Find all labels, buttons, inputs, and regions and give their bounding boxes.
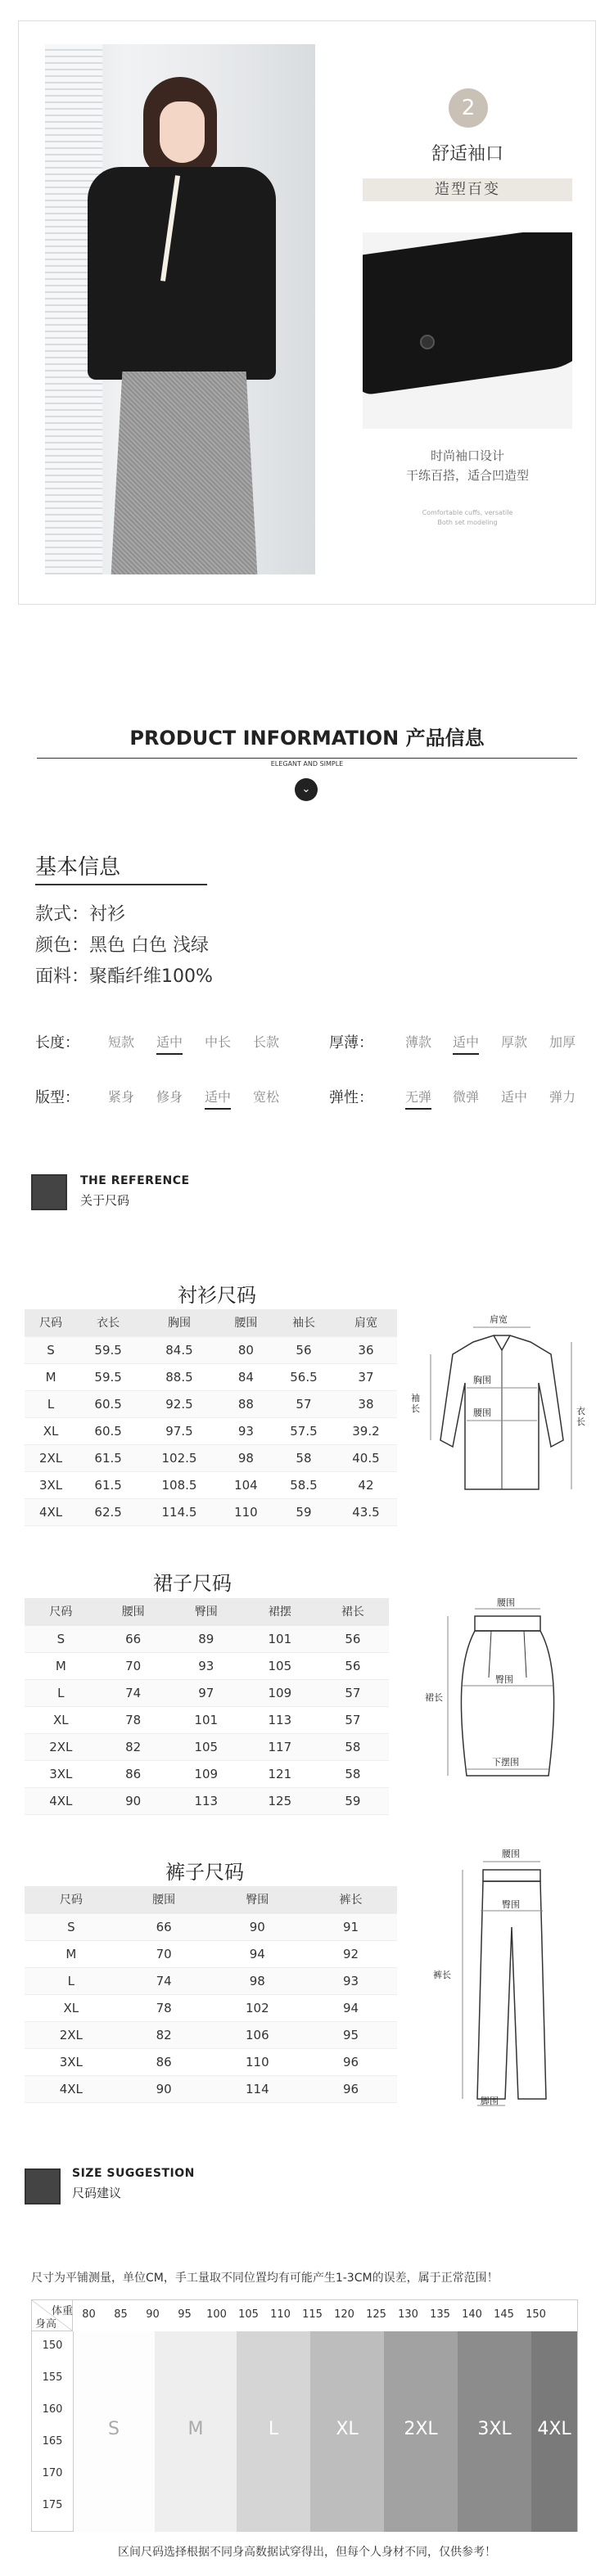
header-cell: 胸围 xyxy=(139,1309,219,1336)
table-cell: 97 xyxy=(169,1679,243,1706)
size-suggestion-grid xyxy=(31,2299,578,2532)
table-cell: 2XL xyxy=(25,2021,118,2048)
fit-option: 修身 xyxy=(156,1089,183,1105)
table-cell: 61.5 xyxy=(77,1444,139,1471)
table-row xyxy=(25,1417,397,1444)
weight-cell: 80 xyxy=(82,2308,96,2321)
elastic-option: 弹力 xyxy=(549,1089,576,1105)
thickness-option: 薄款 xyxy=(405,1034,432,1050)
hem-label: 脚围 xyxy=(481,2096,499,2106)
table-row xyxy=(25,1390,397,1417)
height-cell: 175 xyxy=(42,2499,63,2511)
waist-label: 腰围 xyxy=(473,1407,491,1418)
table-cell: 113 xyxy=(169,1787,243,1814)
feature-small-2: Both set modeling xyxy=(437,519,498,526)
table-row xyxy=(25,1967,397,1994)
header-cell: 尺码 xyxy=(25,1886,118,1913)
table-cell: S xyxy=(25,1913,118,1940)
table-cell: 43.5 xyxy=(335,1498,397,1525)
table-cell: 3XL xyxy=(25,1760,97,1787)
table-cell: 56.5 xyxy=(273,1363,335,1390)
elastic-option-selected: 无弹 xyxy=(405,1087,431,1110)
suggestion-footer: 区间尺码选择根据不同身高数据试穿得出，但每个人身材不同，仅供参考！ xyxy=(118,2546,496,2559)
suggestion-cn: 尺码建议 xyxy=(72,2186,122,2200)
table-cell: 91 xyxy=(305,1913,397,1940)
table-cell: M xyxy=(25,1363,77,1390)
table-cell: 56 xyxy=(273,1336,335,1363)
table-cell: 80 xyxy=(219,1336,273,1363)
table-cell: XL xyxy=(25,1706,97,1733)
weight-cell: 90 xyxy=(146,2308,160,2321)
table-cell: 4XL xyxy=(25,2075,118,2102)
header-cell: 尺码 xyxy=(25,1309,77,1336)
table-cell: 78 xyxy=(118,1994,210,2021)
table-cell: 42 xyxy=(335,1471,397,1498)
table-row xyxy=(25,1625,389,1652)
chevron-down-icon: ⌄ xyxy=(295,778,318,801)
table-cell: 62.5 xyxy=(77,1498,139,1525)
table-cell: 98 xyxy=(219,1444,273,1471)
weight-header: 体重 xyxy=(52,2305,74,2317)
table-cell: 2XL xyxy=(25,1733,97,1760)
table-row xyxy=(25,1498,397,1525)
table-cell: 84.5 xyxy=(139,1336,219,1363)
weight-cell: 145 xyxy=(494,2308,514,2321)
weight-cell: 85 xyxy=(114,2308,128,2321)
table-cell: 57 xyxy=(317,1679,389,1706)
table-cell: L xyxy=(25,1390,77,1417)
header-cell: 肩宽 xyxy=(335,1309,397,1336)
table-cell: 92 xyxy=(305,1940,397,1967)
table-cell: 74 xyxy=(118,1967,210,1994)
table-cell: 92.5 xyxy=(139,1390,219,1417)
table-row xyxy=(25,1363,397,1390)
divider xyxy=(35,884,207,885)
table-cell: 125 xyxy=(243,1787,317,1814)
table-row xyxy=(25,1733,389,1760)
elastic-option: 微弹 xyxy=(453,1089,480,1105)
waist-label: 腰围 xyxy=(502,1849,520,1859)
weight-cell: 140 xyxy=(462,2308,482,2321)
table-cell: 109 xyxy=(243,1679,317,1706)
weight-cell: 150 xyxy=(526,2308,546,2321)
table-header xyxy=(25,1598,389,1625)
height-header: 身高 xyxy=(35,2318,57,2331)
feature-desc-1: 时尚袖口设计 xyxy=(430,448,504,463)
size-label: L xyxy=(268,2419,279,2439)
table-row xyxy=(25,1444,397,1471)
table-cell: 66 xyxy=(118,1913,210,1940)
table-cell: 101 xyxy=(243,1625,317,1652)
cuff-detail-photo xyxy=(363,232,572,429)
fabric-row: 面料：聚酯纤维100% xyxy=(35,966,213,987)
shirt-size-table xyxy=(25,1309,397,1526)
size-label: 2XL xyxy=(404,2419,438,2439)
table-row xyxy=(25,2048,397,2075)
thickness-option: 厚款 xyxy=(501,1034,528,1050)
hem-label: 下摆围 xyxy=(492,1757,519,1768)
table-header xyxy=(25,1309,397,1336)
table-cell: M xyxy=(25,1652,97,1679)
table-cell: 95 xyxy=(305,2021,397,2048)
table-row xyxy=(25,2075,397,2102)
skirt-size-table xyxy=(25,1598,389,1815)
suggestion-en: SIZE SUGGESTION xyxy=(72,2167,195,2180)
pants-size-table xyxy=(25,1886,397,2103)
header-cell: 臀围 xyxy=(169,1598,243,1625)
pants-outline-icon xyxy=(430,1853,581,2111)
header-cell: 臀围 xyxy=(210,1886,305,1913)
skirt-size-title: 裙子尺码 xyxy=(153,1572,232,1595)
elastic-label: 弹性： xyxy=(329,1089,373,1106)
length-option: 短款 xyxy=(108,1034,135,1050)
weight-cell: 135 xyxy=(430,2308,450,2321)
table-cell: 110 xyxy=(210,2048,305,2075)
table-cell: 88.5 xyxy=(139,1363,219,1390)
table-cell: 90 xyxy=(118,2075,210,2102)
table-cell: L xyxy=(25,1967,118,1994)
table-cell: 3XL xyxy=(25,1471,77,1498)
length-option: 中长 xyxy=(205,1034,232,1050)
table-cell: 70 xyxy=(97,1652,169,1679)
length-label: 裤长 xyxy=(433,1970,451,1980)
table-cell: M xyxy=(25,1940,118,1967)
table-cell: 57 xyxy=(273,1390,335,1417)
table-cell: 56 xyxy=(317,1625,389,1652)
table-cell: 36 xyxy=(335,1336,397,1363)
table-cell: 96 xyxy=(305,2075,397,2102)
table-cell: 4XL xyxy=(25,1787,97,1814)
table-cell: 105 xyxy=(169,1733,243,1760)
fit-option: 紧身 xyxy=(108,1089,135,1105)
table-cell: 93 xyxy=(169,1652,243,1679)
table-cell: 38 xyxy=(335,1390,397,1417)
table-cell: 86 xyxy=(118,2048,210,2075)
table-cell: 96 xyxy=(305,2048,397,2075)
header-cell: 腰围 xyxy=(219,1309,273,1336)
table-cell: 114 xyxy=(210,2075,305,2102)
model-photo xyxy=(45,44,315,574)
feature-title: 舒适袖口 xyxy=(431,144,503,164)
height-cell: 155 xyxy=(42,2371,63,2384)
style-row: 款式：衬衫 xyxy=(35,904,126,925)
measurement-note: 尺寸为平铺测量，单位CM，手工量取不同位置均有可能产生1-3CM的误差，属于正常范围！ xyxy=(31,2272,499,2285)
height-cell: 150 xyxy=(42,2340,63,2352)
reference-en: THE REFERENCE xyxy=(80,1174,190,1187)
length-label: 长度： xyxy=(35,1034,79,1052)
table-cell: 108.5 xyxy=(139,1471,219,1498)
product-info-sub-text: ELEGANT AND SIMPLE xyxy=(260,760,355,768)
table-cell: 97.5 xyxy=(139,1417,219,1444)
table-row xyxy=(25,1913,397,1940)
table-cell: L xyxy=(25,1679,97,1706)
weight-cell: 115 xyxy=(302,2308,323,2321)
length-option-selected: 适中 xyxy=(156,1032,183,1055)
table-cell: S xyxy=(25,1336,77,1363)
shirt-outline-icon xyxy=(416,1317,588,1506)
table-row xyxy=(25,1471,397,1498)
table-row xyxy=(25,1760,389,1787)
table-row xyxy=(25,1679,389,1706)
color-row: 颜色：黑色 白色 浅绿 xyxy=(35,935,209,956)
table-cell: 59.5 xyxy=(77,1336,139,1363)
table-cell: XL xyxy=(25,1994,118,2021)
table-row xyxy=(25,1652,389,1679)
length-label: 裙长 xyxy=(425,1692,443,1703)
table-cell: 82 xyxy=(118,2021,210,2048)
shirt-diagram xyxy=(411,1314,588,1506)
product-info-sub xyxy=(0,754,614,769)
length-label: 衣长 xyxy=(576,1406,585,1427)
hero-card xyxy=(18,20,596,605)
waist-label: 腰围 xyxy=(497,1597,515,1608)
table-cell: 70 xyxy=(118,1940,210,1967)
height-cell: 165 xyxy=(42,2435,63,2448)
size-label: XL xyxy=(336,2419,359,2439)
table-cell: 40.5 xyxy=(335,1444,397,1471)
table-cell: 109 xyxy=(169,1760,243,1787)
table-cell: 82 xyxy=(97,1733,169,1760)
tape-measure-icon xyxy=(31,1174,67,1210)
header-cell: 尺码 xyxy=(25,1598,97,1625)
shoulder-label: 肩宽 xyxy=(490,1314,508,1325)
table-row xyxy=(25,2021,397,2048)
height-cell: 170 xyxy=(42,2467,63,2479)
thickness-option-selected: 适中 xyxy=(453,1032,479,1055)
header-cell: 袖长 xyxy=(273,1309,335,1336)
table-cell: 58.5 xyxy=(273,1471,335,1498)
weight-cell: 120 xyxy=(334,2308,354,2321)
table-cell: 74 xyxy=(97,1679,169,1706)
fit-label: 版型： xyxy=(35,1089,79,1106)
table-cell: 90 xyxy=(97,1787,169,1814)
table-cell: 58 xyxy=(273,1444,335,1471)
size-label: 3XL xyxy=(477,2419,512,2439)
table-cell: 102 xyxy=(210,1994,305,2021)
table-cell: 90 xyxy=(210,1913,305,1940)
basic-info-title: 基本信息 xyxy=(35,855,121,880)
header-cell: 衣长 xyxy=(77,1309,139,1336)
table-cell: 89 xyxy=(169,1625,243,1652)
table-cell: 59 xyxy=(273,1498,335,1525)
table-cell: 60.5 xyxy=(77,1390,139,1417)
fit-option: 宽松 xyxy=(253,1089,280,1105)
table-cell: 94 xyxy=(305,1994,397,2021)
table-cell: 93 xyxy=(305,1967,397,1994)
thickness-label: 厚薄： xyxy=(329,1034,373,1052)
table-cell: 3XL xyxy=(25,2048,118,2075)
pants-diagram xyxy=(430,1849,581,2111)
table-cell: 88 xyxy=(219,1390,273,1417)
table-cell: 59.5 xyxy=(77,1363,139,1390)
table-cell: 37 xyxy=(335,1363,397,1390)
header-cell: 裙长 xyxy=(317,1598,389,1625)
elastic-option: 适中 xyxy=(501,1089,528,1105)
table-cell: 58 xyxy=(317,1760,389,1787)
weight-cell: 105 xyxy=(238,2308,259,2321)
table-cell: 78 xyxy=(97,1706,169,1733)
table-cell: 61.5 xyxy=(77,1471,139,1498)
sleeve-label: 袖长 xyxy=(411,1393,420,1414)
table-cell: 84 xyxy=(219,1363,273,1390)
table-cell: 58 xyxy=(317,1733,389,1760)
table-row xyxy=(25,1994,397,2021)
table-cell: 94 xyxy=(210,1940,305,1967)
table-cell: 59 xyxy=(317,1787,389,1814)
table-row xyxy=(25,1336,397,1363)
table-row xyxy=(25,1706,389,1733)
table-cell: S xyxy=(25,1625,97,1652)
hip-label: 臀围 xyxy=(495,1674,513,1685)
feature-small-1: Comfortable cuffs, versatile xyxy=(422,509,513,516)
hip-label: 臀围 xyxy=(502,1899,520,1910)
weight-cell: 100 xyxy=(206,2308,227,2321)
table-cell: 117 xyxy=(243,1733,317,1760)
table-cell: 4XL xyxy=(25,1498,77,1525)
table-header xyxy=(25,1886,397,1913)
table-cell: 110 xyxy=(219,1498,273,1525)
table-cell: 66 xyxy=(97,1625,169,1652)
reference-cn: 关于尺码 xyxy=(80,1193,130,1208)
header-cell: 腰围 xyxy=(118,1886,210,1913)
table-cell: 104 xyxy=(219,1471,273,1498)
weight-cell: 95 xyxy=(178,2308,192,2321)
weight-cell: 110 xyxy=(270,2308,291,2321)
table-cell: 113 xyxy=(243,1706,317,1733)
weight-cell: 130 xyxy=(398,2308,418,2321)
table-cell: 57.5 xyxy=(273,1417,335,1444)
height-cell: 160 xyxy=(42,2403,63,2416)
pants-size-title: 裤子尺码 xyxy=(165,1861,244,1884)
feature-subtitle: 造型百变 xyxy=(363,178,572,201)
thickness-option: 加厚 xyxy=(549,1034,576,1050)
table-cell: 114.5 xyxy=(139,1498,219,1525)
table-cell: 121 xyxy=(243,1760,317,1787)
table-cell: 93 xyxy=(219,1417,273,1444)
header-cell: 裙摆 xyxy=(243,1598,317,1625)
shirt-size-title: 衬衫尺码 xyxy=(178,1284,256,1307)
length-option: 长款 xyxy=(253,1034,280,1050)
product-info-title: PRODUCT INFORMATION 产品信息 xyxy=(129,727,485,750)
table-cell: 60.5 xyxy=(77,1417,139,1444)
header-cell: 腰围 xyxy=(97,1598,169,1625)
table-cell: 39.2 xyxy=(335,1417,397,1444)
table-cell: 2XL xyxy=(25,1444,77,1471)
feature-number: 2 xyxy=(449,88,488,128)
header-cell: 裤长 xyxy=(305,1886,397,1913)
table-row xyxy=(25,1940,397,1967)
size-label: M xyxy=(187,2419,204,2439)
feature-desc-2: 干练百搭，适合凹造型 xyxy=(405,468,529,483)
table-cell: XL xyxy=(25,1417,77,1444)
skirt-diagram xyxy=(425,1587,581,1792)
chest-label: 胸围 xyxy=(473,1375,491,1385)
table-row xyxy=(25,1787,389,1814)
table-cell: 98 xyxy=(210,1967,305,1994)
table-cell: 101 xyxy=(169,1706,243,1733)
table-cell: 106 xyxy=(210,2021,305,2048)
size-label: S xyxy=(108,2419,120,2439)
table-cell: 57 xyxy=(317,1706,389,1733)
fit-option-selected: 适中 xyxy=(205,1087,231,1110)
table-cell: 56 xyxy=(317,1652,389,1679)
weight-cell: 125 xyxy=(366,2308,386,2321)
table-cell: 102.5 xyxy=(139,1444,219,1471)
table-cell: 105 xyxy=(243,1652,317,1679)
size-label: 4XL xyxy=(537,2419,571,2439)
shirt-icon xyxy=(25,2168,61,2204)
table-cell: 86 xyxy=(97,1760,169,1787)
